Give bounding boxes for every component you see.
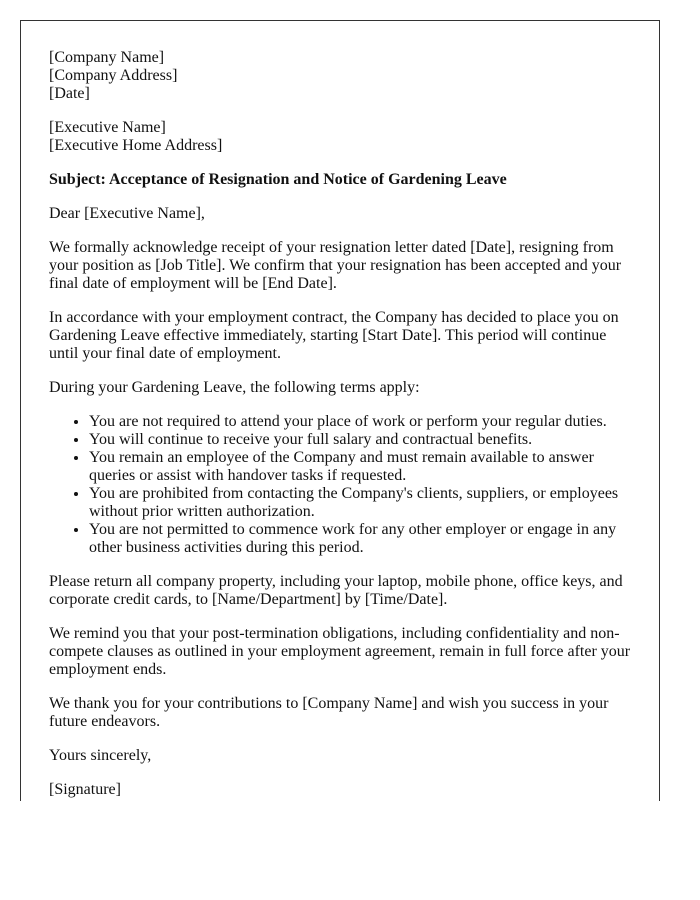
letter-page (20, 20, 660, 801)
company-address: [Company Address] (49, 67, 178, 84)
recipient-block (49, 119, 639, 155)
recipient-address: [Executive Home Address] (49, 137, 223, 154)
salutation: Dear [Executive Name], (49, 205, 205, 222)
paragraph-property-return: Please return all company property, including your laptop, mobile phone, office keys, and corporate credit cards, to [Name/Department] by [Time/Date]. (49, 573, 623, 608)
subject-line: Subject: Acceptance of Resignation and Notice of Gardening Leave (49, 171, 507, 188)
paragraph-obligations: We remind you that your post-termination obligations, including confidentiality and non-compete clauses as outlined in your employment agreement, remain in full force after your employment ends. (49, 625, 631, 678)
letter-body (49, 49, 639, 801)
recipient-name: [Executive Name] (49, 119, 166, 136)
company-name: [Company Name] (49, 49, 165, 66)
terms-list (49, 413, 639, 557)
paragraph-terms-intro: During your Gardening Leave, the following terms apply: (49, 379, 420, 396)
paragraph-thanks: We thank you for your contributions to [Company Name] and wish you success in your future endeavors. (49, 695, 609, 730)
terms-list-item: • You are prohibited from contacting the Company's clients, suppliers, or employees without prior written authorization. (89, 485, 639, 521)
letter-date: [Date] (49, 85, 90, 102)
terms-list-item: • You are not permitted to commence work for any other employer or engage in any other business activities during this period. (89, 521, 639, 557)
terms-list-item: • You are not required to attend your place of work or perform your regular duties. (89, 413, 639, 431)
closing: Yours sincerely, (49, 747, 152, 764)
paragraph-acknowledgement: We formally acknowledge receipt of your resignation letter dated [Date], resigning from your position as [Job Title]. We confirm that your resignation has been accepted and your final date of employment will be [End Date]. (49, 239, 622, 292)
paragraph-gardening-leave: In accordance with your employment contract, the Company has decided to place you on Gardening Leave effective immediately, starting [Start Date]. This period will continue until your final date of employment. (49, 309, 619, 362)
terms-list-item: • You remain an employee of the Company and must remain available to answer queries or assist with handover tasks if requested. (89, 449, 639, 485)
terms-list-item: • You will continue to receive your full salary and contractual benefits. (89, 431, 639, 449)
sender-block (49, 49, 639, 103)
signature: [Signature] (49, 781, 121, 798)
